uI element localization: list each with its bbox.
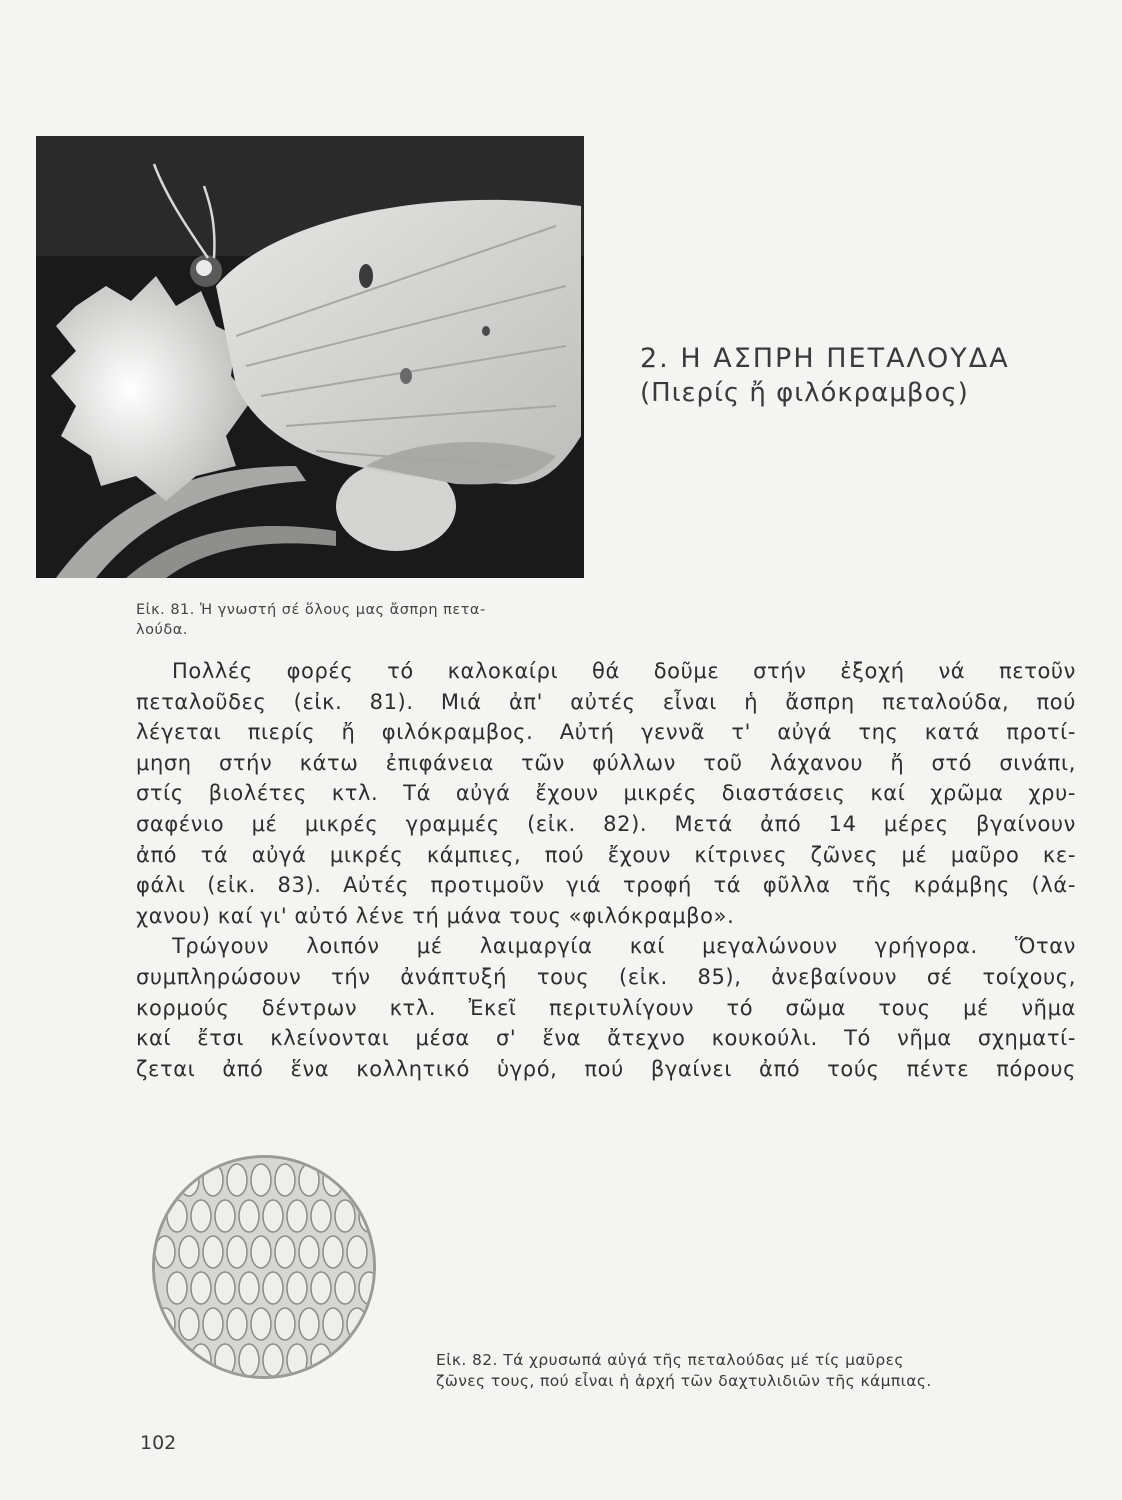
body-line: φάλι (εἰκ. 83). Αὐτές προτιμοῦν γιά τροφή τά φῦλλα τῆς κράμβης (λά- (136, 873, 1076, 898)
egg-cell (335, 1272, 355, 1304)
figure-81-caption-line: λούδα. (136, 622, 188, 638)
egg-cell (311, 1344, 331, 1376)
egg-cell (215, 1272, 235, 1304)
egg-cell (275, 1308, 295, 1340)
egg-cell (251, 1164, 271, 1196)
egg-cell (203, 1236, 223, 1268)
egg-cell (263, 1344, 283, 1376)
egg-cell (251, 1308, 271, 1340)
egg-cell (359, 1272, 373, 1304)
body-line: ζεται ἀπό ἕνα κολλητικό ὑγρό, πού βγαίνει ἀπό τούς πέντε πόρους (136, 1056, 1076, 1081)
egg-cell (287, 1272, 307, 1304)
egg-cell (215, 1344, 235, 1376)
body-line: ἀπό τά αὐγά μικρές κάμπιες, πού ἔχουν κίτρινες ζῶνες μέ μαῦρο κε- (136, 842, 1076, 867)
egg-cell (287, 1200, 307, 1232)
egg-cell (191, 1200, 211, 1232)
page-number: 102 (140, 1432, 177, 1454)
eggs-micrograph-graphic (155, 1158, 373, 1376)
egg-cell (335, 1200, 355, 1232)
egg-cell (311, 1200, 331, 1232)
egg-cell (203, 1308, 223, 1340)
egg-cell (167, 1344, 187, 1376)
egg-cell (311, 1272, 331, 1304)
egg-cell (167, 1272, 187, 1304)
egg-cell (155, 1308, 175, 1340)
section-subtitle: (Πιερίς ἤ φιλόκραμβος) (640, 378, 969, 408)
egg-cell (335, 1344, 355, 1376)
figure-82-caption (436, 1350, 1086, 1392)
egg-cell (227, 1236, 247, 1268)
egg-cell (155, 1236, 175, 1268)
body-line: πεταλοῦδες (εἰκ. 81). Μιά ἀπ' αὐτές εἶναι ἡ ἄσπρη πεταλούδα, πού (136, 689, 1076, 714)
egg-cell (239, 1344, 259, 1376)
body-line: στίς βιολέτες κτλ. Τά αὐγά ἔχουν μικρές διαστάσεις καί χρῶμα χρυ- (136, 781, 1076, 806)
butterfly-photo (36, 136, 584, 578)
egg-cell (263, 1272, 283, 1304)
body-line: συμπληρώσουν τήν ἀνάπτυξή τους (εἰκ. 85), ἀνεβαίνουν σέ τοίχους, (136, 964, 1076, 989)
body-line: Πολλές φορές τό καλοκαίρι θά δοῦμε στήν ἐξοχή νά πετοῦν (172, 659, 1076, 683)
body-line: Τρώγουν λοιπόν μέ λαιμαργία καί μεγαλώνουν γρήγορα. Ὅταν (172, 934, 1076, 959)
figure-81-caption (136, 600, 606, 640)
egg-cell (347, 1236, 367, 1268)
egg-cell (251, 1236, 271, 1268)
section-heading (640, 342, 1100, 410)
egg-cell (347, 1164, 367, 1196)
egg-cell (299, 1236, 319, 1268)
egg-cell (323, 1236, 343, 1268)
egg-cell (191, 1272, 211, 1304)
egg-cell (275, 1164, 295, 1196)
egg-cell (179, 1308, 199, 1340)
egg-cell (179, 1236, 199, 1268)
egg-cell (215, 1200, 235, 1232)
butterfly-photo-graphic (36, 136, 584, 578)
egg-cell (227, 1164, 247, 1196)
egg-cell (155, 1164, 175, 1196)
egg-cell (191, 1344, 211, 1376)
egg-cell (299, 1164, 319, 1196)
egg-cell (359, 1344, 373, 1376)
egg-cell (263, 1200, 283, 1232)
egg-cell (203, 1164, 223, 1196)
egg-cell (239, 1272, 259, 1304)
section-title: 2. Η ΑΣΠΡΗ ΠΕΤΑΛΟΥΔΑ (640, 343, 1010, 374)
figure-82-caption-line: ζῶνες τους, πού εἶναι ἡ ἀρχή τῶν δαχτυλιδιῶν τῆς κάμπιας. (436, 1372, 932, 1390)
eggs-micrograph (152, 1155, 376, 1379)
body-line: λέγεται πιερίς ἤ φιλόκραμβος. Αὐτή γεννᾶ τ' αὐγά της κατά προτί- (136, 720, 1076, 745)
body-line: σαφένιο μέ μικρές γραμμές (εἰκ. 82). Μετά ἀπό 14 μέρες βγαίνουν (136, 811, 1076, 836)
egg-cell (359, 1200, 373, 1232)
figure-81-caption-line: Εἰκ. 81. Ἡ γνωστή σέ ὅλους μας ἄσπρη πετα- (136, 602, 486, 618)
egg-cell (347, 1308, 367, 1340)
body-line: χανου) καί γι' αὐτό λένε τή μάνα τους «φιλόκραμβο». (136, 903, 735, 928)
body-line: κορμούς δέντρων κτλ. Ἐκεῖ περιτυλίγουν τό σῶμα τους μέ νῆμα (136, 995, 1076, 1020)
egg-cell (287, 1344, 307, 1376)
body-line: καί ἔτσι κλείνονται μέσα σ' ἕνα ἄτεχνο κουκούλι. Τό νῆμα σχηματί- (136, 1026, 1076, 1051)
egg-cell (239, 1200, 259, 1232)
figure-82-caption-line: Εἰκ. 82. Τά χρυσωπά αὐγά τῆς πεταλούδας μέ τίς μαῦρες (436, 1351, 904, 1369)
body-line: μηση στήν κάτω ἐπιφάνεια τῶν φύλλων τοῦ λάχανου ἤ στό σινάπι, (136, 750, 1076, 775)
egg-cell (323, 1164, 343, 1196)
egg-cell (275, 1236, 295, 1268)
egg-cell (179, 1164, 199, 1196)
egg-cell (227, 1308, 247, 1340)
egg-cell (323, 1308, 343, 1340)
egg-cell (299, 1308, 319, 1340)
egg-cell (167, 1200, 187, 1232)
body-text (136, 656, 1076, 1084)
